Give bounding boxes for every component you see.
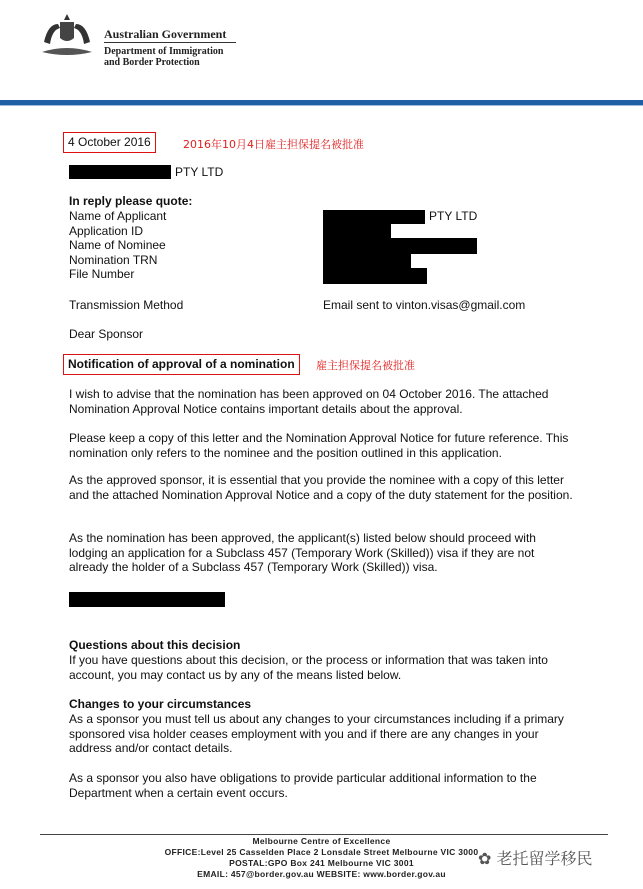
redacted-applicant	[323, 210, 425, 224]
ref-label: File Number	[69, 267, 135, 281]
paragraph-keep-copy: Please keep a copy of this letter and the Nomination Approval Notice for future reference. This nomination only refers to the nominee and the position outlined in this application.	[69, 431, 569, 460]
redacted-nominee	[323, 238, 477, 254]
footer-line-4: EMAIL: 457@border.gov.au WEBSITE: www.border.gov.au	[197, 869, 446, 879]
redacted-company-name	[69, 165, 171, 179]
footer-divider	[40, 834, 608, 835]
department-line-1: Department of Immigration	[104, 46, 224, 57]
applicant-suffix: PTY LTD	[429, 209, 478, 223]
paragraph-approval: I wish to advise that the nomination has been approved on 04 October 2016. The attached Nomination Approval Notice contains important details about the approval.	[69, 387, 549, 416]
transmission-label: Transmission Method	[69, 298, 184, 312]
ref-label: Nomination TRN	[69, 252, 158, 267]
redacted-file-number	[323, 268, 427, 284]
letter-date: 4 October 2016	[63, 132, 156, 153]
header-divider	[104, 42, 236, 43]
footer-line-3: POSTAL:GPO Box 241 Melbourne VIC 3001	[229, 858, 414, 868]
wechat-icon: ✿	[478, 849, 492, 868]
department-line-2: and Border Protection	[104, 57, 200, 68]
government-title: Australian Government	[104, 27, 227, 41]
reference-labels	[69, 209, 166, 282]
paragraph-provide-copy: As the approved sponsor, it is essential that you provide the nominee with a copy of this letter and the attached Nomination Approval Notice and a copy of the duty statement for the position.	[69, 473, 573, 502]
changes-text: As a sponsor you must tell us about any changes to your circumstances including if a primary sponsored visa holder ceases employment with you and if there are any changes in your address and/or contact details.	[69, 712, 564, 755]
reply-heading: In reply please quote:	[69, 194, 193, 208]
header-band-light	[0, 105, 643, 106]
company-suffix: PTY LTD	[175, 165, 224, 179]
salutation: Dear Sponsor	[69, 327, 144, 341]
questions-heading: Questions about this decision	[69, 638, 241, 652]
ref-label: Name of Nominee	[69, 238, 166, 252]
notice-annotation: 雇主担保提名被批准	[316, 359, 415, 372]
redacted-trn	[323, 254, 411, 268]
coat-of-arms-logo	[36, 12, 98, 60]
date-annotation: 2016年10月4日雇主担保提名被批准	[183, 138, 364, 151]
watermark-text: 老托留学移民	[496, 849, 593, 868]
footer-line-1: Melbourne Centre of Excellence	[252, 836, 391, 846]
questions-text: If you have questions about this decision, or the process or information that was taken into account, you may contact us by any of the means listed below.	[69, 653, 548, 682]
changes-heading: Changes to your circumstances	[69, 697, 252, 711]
redacted-application-id	[323, 224, 391, 238]
notice-title: Notification of approval of a nomination	[63, 354, 300, 375]
ref-label: Name of Applicant	[69, 209, 167, 223]
obligations-text: As a sponsor you also have obligations to provide particular additional information to the Department when a certain event occurs.	[69, 771, 537, 800]
footer-line-2: OFFICE:Level 25 Casselden Place 2 Lonsdale Street Melbourne VIC 3000	[164, 847, 479, 857]
transmission-value: Email sent to vinton.visas@gmail.com	[323, 298, 526, 312]
department-name	[104, 46, 223, 68]
paragraph-proceed: As the nomination has been approved, the applicant(s) listed below should proceed with lodging an application for a Subclass 457 (Temporary Work (Skilled)) visa if they are not already the holder of a Subclass 457 (Temporary Work (Skilled)) visa.	[69, 531, 536, 574]
ref-label: Application ID	[69, 223, 144, 238]
redacted-applicant-list	[69, 592, 225, 607]
wechat-watermark	[478, 846, 593, 869]
